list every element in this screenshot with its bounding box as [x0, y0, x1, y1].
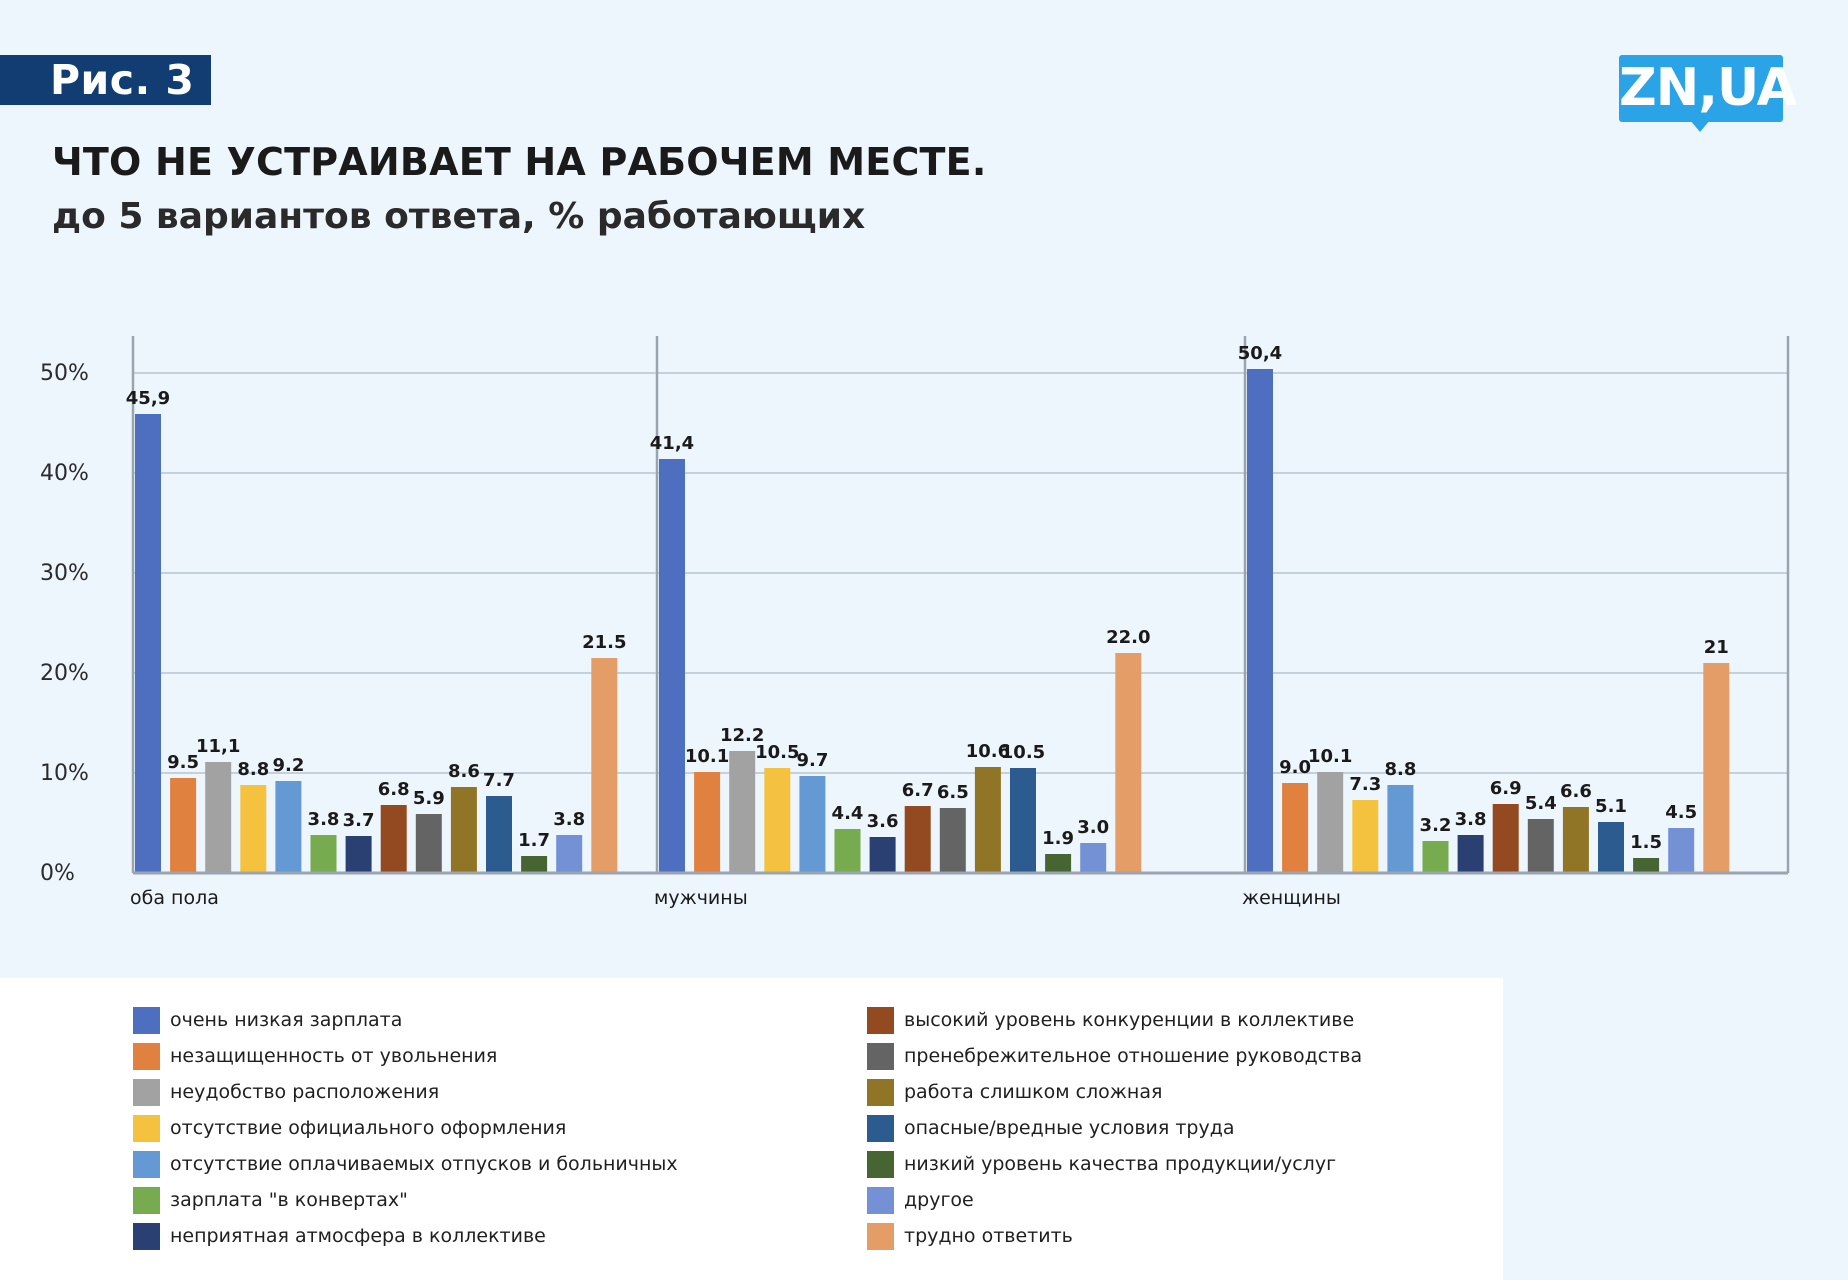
data-label: 8.8: [1384, 759, 1417, 780]
chart-subtitle: до 5 вариантов ответа, % работающих: [52, 196, 866, 237]
bar: [521, 856, 547, 873]
data-label: 3.8: [307, 809, 340, 830]
data-label: 6.5: [936, 782, 969, 803]
bar: [1458, 835, 1484, 873]
bar: [416, 814, 442, 873]
chart-legend: [0, 978, 1503, 1280]
data-label: 6.7: [901, 780, 934, 801]
data-label: 41,4: [649, 433, 695, 454]
legend-label: другое: [904, 1189, 974, 1211]
legend-label: высокий уровень конкуренции в коллективе: [904, 1009, 1355, 1031]
legend-label: отсутствие оплачиваемых отпусков и больничных: [170, 1153, 678, 1175]
data-label: 3.8: [1454, 809, 1487, 830]
data-label: 21: [1703, 637, 1729, 658]
data-label: 5.4: [1524, 793, 1557, 814]
data-label: 10.6: [965, 741, 1011, 762]
bar: [1493, 804, 1519, 873]
legend-item: [867, 1042, 1362, 1070]
y-tick-label: 30%: [40, 561, 89, 586]
bar: [905, 806, 931, 873]
bar: [381, 805, 407, 873]
bar: [556, 835, 582, 873]
legend-label: неудобство расположения: [170, 1081, 440, 1103]
bar: [870, 837, 896, 873]
legend-item: [867, 1150, 1336, 1178]
data-label: 9.7: [796, 750, 829, 771]
bar: [135, 414, 161, 873]
legend-label: низкий уровень качества продукции/услуг: [904, 1153, 1337, 1175]
data-label: 6.9: [1489, 778, 1522, 799]
bar: [311, 835, 337, 873]
legend-swatch: [867, 1079, 894, 1106]
bar: [1563, 807, 1589, 873]
data-label: 3.2: [1419, 815, 1452, 836]
bar: [694, 772, 720, 873]
data-label: 45,9: [125, 388, 171, 409]
bar: [275, 781, 301, 873]
data-label: 5.9: [412, 788, 445, 809]
data-label: 11,1: [195, 736, 241, 757]
x-category-label: мужчины: [654, 887, 748, 909]
brand-logo: ZN,UA: [1619, 55, 1783, 122]
data-label: 21.5: [582, 632, 627, 653]
data-label: 3.0: [1077, 817, 1110, 838]
chart-title: ЧТО НЕ УСТРАИВАЕТ НА РАБОЧЕМ МЕСТЕ.: [52, 140, 987, 184]
legend-swatch: [867, 1223, 894, 1250]
bar: [1633, 858, 1659, 873]
y-tick-label: 0%: [40, 861, 75, 886]
legend-swatch: [867, 1151, 894, 1178]
bar: [659, 459, 685, 873]
bar: [1387, 785, 1413, 873]
bar: [486, 796, 512, 873]
bar: [1080, 843, 1106, 873]
legend-item: [133, 1114, 566, 1142]
legend-swatch: [133, 1115, 160, 1142]
legend-item: [867, 1006, 1354, 1034]
bar: [591, 658, 617, 873]
legend-swatch: [867, 1115, 894, 1142]
bar: [240, 785, 266, 873]
data-label: 1.9: [1042, 828, 1075, 849]
y-tick-label: 40%: [40, 461, 89, 486]
bar: [764, 768, 790, 873]
legend-label: опасные/вредные условия труда: [904, 1117, 1235, 1139]
data-label: 9.0: [1279, 757, 1312, 778]
data-label: 4.4: [831, 803, 864, 824]
legend-item: [867, 1114, 1235, 1142]
data-label: 22.0: [1106, 627, 1151, 648]
bar: [1282, 783, 1308, 873]
legend-swatch: [133, 1223, 160, 1250]
data-label: 5.1: [1595, 796, 1627, 817]
legend-swatch: [133, 1007, 160, 1034]
data-label: 50,4: [1237, 343, 1283, 364]
data-label: 8.6: [447, 761, 480, 782]
legend-label: неприятная атмосфера в коллективе: [170, 1225, 546, 1247]
data-label: 9.2: [272, 755, 305, 776]
legend-label: незащищенность от увольнения: [170, 1045, 498, 1067]
data-label: 6.8: [377, 779, 410, 800]
bar: [1010, 768, 1036, 873]
bar: [451, 787, 477, 873]
legend-item: [133, 1042, 497, 1070]
data-label: 3.7: [342, 810, 375, 831]
bar: [1668, 828, 1694, 873]
bar: [940, 808, 966, 873]
legend-label: очень низкая зарплата: [170, 1009, 403, 1031]
legend-swatch: [133, 1043, 160, 1070]
data-label: 7.7: [483, 770, 515, 791]
bar: [1423, 841, 1449, 873]
bar: [1045, 854, 1071, 873]
bar: [1528, 819, 1554, 873]
legend-item: [133, 1006, 402, 1034]
legend-swatch: [867, 1007, 894, 1034]
bar: [1247, 369, 1273, 873]
x-category-label: оба пола: [130, 887, 219, 909]
legend-label: работа слишком сложная: [904, 1081, 1163, 1103]
legend-item: [133, 1150, 678, 1178]
legend-item: [867, 1222, 1073, 1250]
legend-label: зарплата "в конвертах": [170, 1189, 408, 1211]
data-label: 10.1: [1307, 746, 1353, 767]
bar: [729, 751, 755, 873]
legend-item: [133, 1186, 408, 1214]
bar: [1598, 822, 1624, 873]
bar: [170, 778, 196, 873]
legend-label: пренебрежительное отношение руководства: [904, 1045, 1363, 1067]
data-label: 7.3: [1349, 774, 1382, 795]
data-label: 8.8: [237, 759, 270, 780]
bar: [1115, 653, 1141, 873]
data-label: 4.5: [1665, 802, 1698, 823]
data-label: 1.5: [1630, 832, 1663, 853]
legend-swatch: [133, 1187, 160, 1214]
bar: [799, 776, 825, 873]
legend-label: трудно ответить: [904, 1225, 1073, 1247]
bar: [975, 767, 1001, 873]
data-label: 3.8: [553, 809, 586, 830]
legend-item: [133, 1222, 546, 1250]
legend-swatch: [867, 1043, 894, 1070]
y-tick-label: 20%: [40, 661, 89, 686]
legend-item: [867, 1186, 974, 1214]
legend-item: [867, 1078, 1162, 1106]
bar: [1703, 663, 1729, 873]
data-label: 1.7: [518, 830, 551, 851]
bar: [1317, 772, 1343, 873]
y-tick-label: 50%: [40, 361, 89, 386]
data-label: 10.5: [1000, 742, 1046, 763]
figure-label: Рис. 3: [0, 55, 211, 105]
data-label: 12.2: [719, 725, 765, 746]
bar: [205, 762, 231, 873]
data-label: 10.5: [755, 742, 800, 763]
x-category-label: женщины: [1242, 887, 1341, 909]
data-label: 3.6: [866, 811, 899, 832]
legend-swatch: [133, 1151, 160, 1178]
y-tick-label: 10%: [40, 761, 89, 786]
legend-swatch: [133, 1079, 160, 1106]
bar: [1352, 800, 1378, 873]
legend-label: отсутствие официального оформления: [170, 1117, 567, 1139]
data-label: 10.1: [684, 746, 730, 767]
data-label: 6.6: [1559, 781, 1592, 802]
legend-item: [133, 1078, 439, 1106]
legend-swatch: [867, 1187, 894, 1214]
data-label: 9.5: [167, 752, 200, 773]
bar: [346, 836, 372, 873]
bar: [835, 829, 861, 873]
